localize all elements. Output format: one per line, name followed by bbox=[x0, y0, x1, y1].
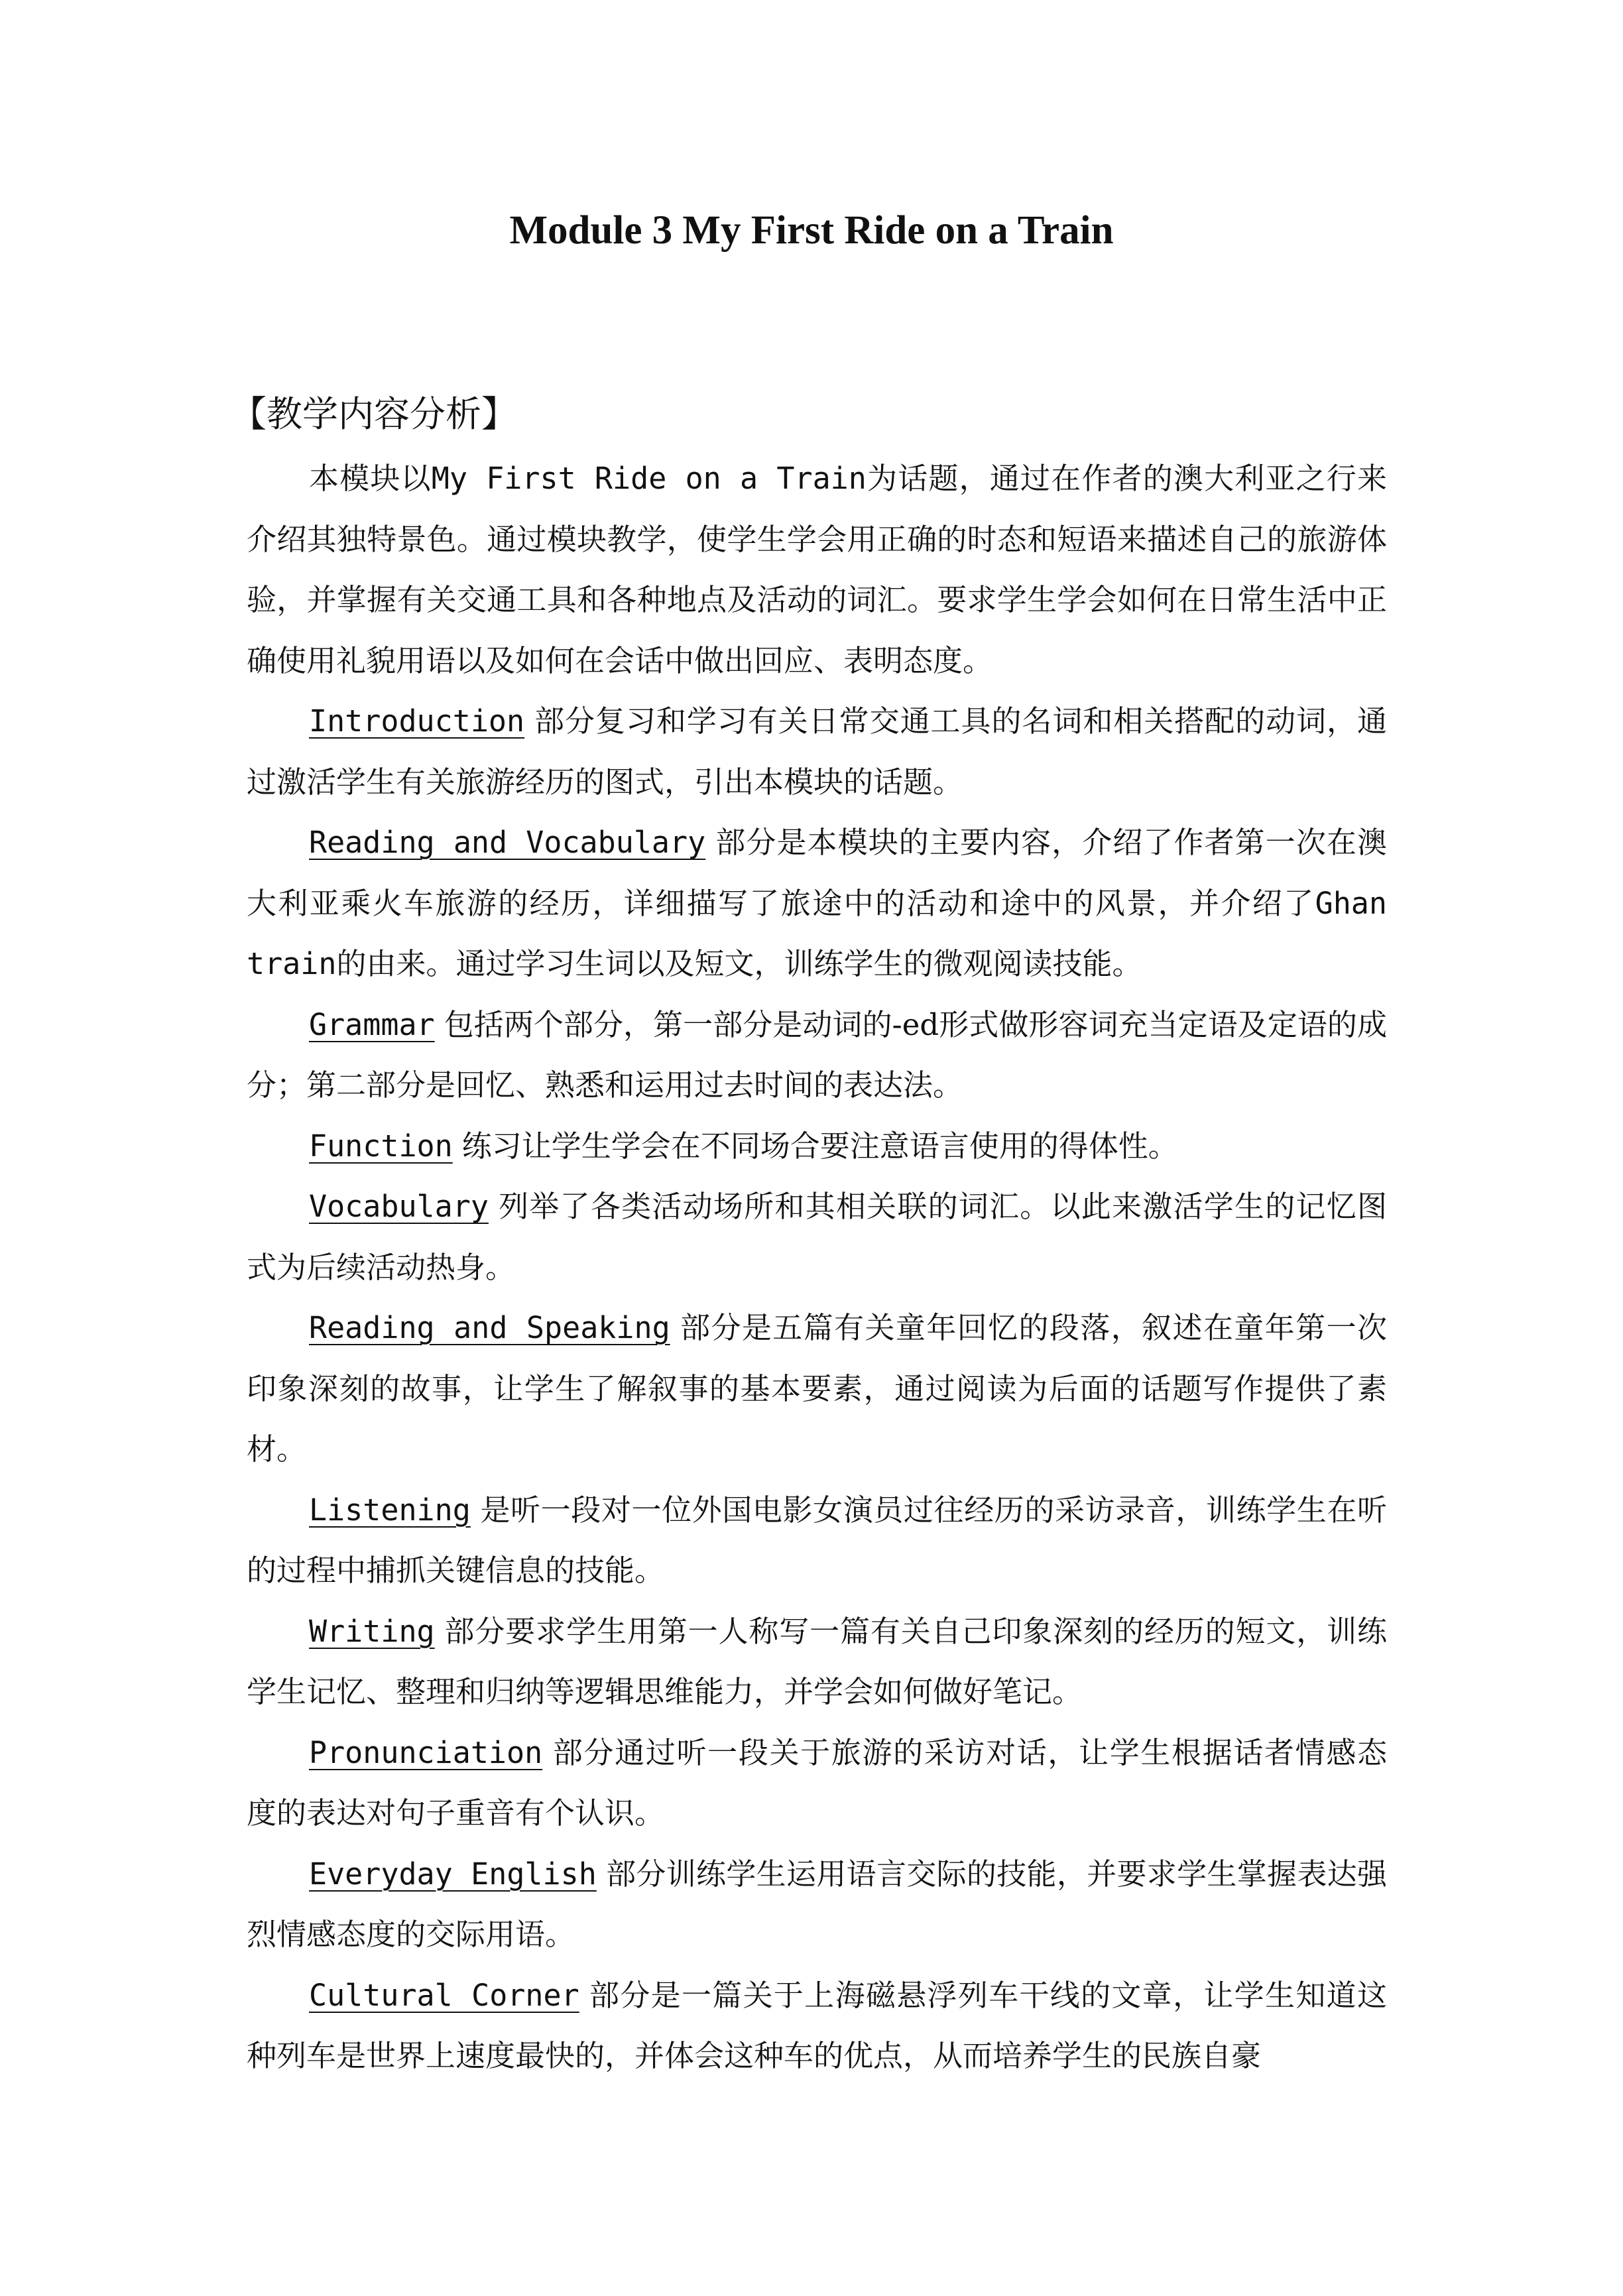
paragraph-listening bbox=[247, 1480, 1387, 1601]
paragraph-text: 部分是本模块的主要内容，介绍了作者第一次在澳大利亚乘火车旅游的经历，详细描写了旅途中的活动和途中的风景，并介绍了 bbox=[247, 825, 1387, 921]
paragraph-text: 列举了各类活动场所和其相关联的词汇。以此来激活学生的记忆图式为后续活动热身。 bbox=[247, 1189, 1387, 1285]
term-reading-and-speaking: Reading and Speaking bbox=[309, 1310, 670, 1345]
document-title: Module 3 My First Ride on a Train bbox=[509, 208, 1114, 253]
term-introduction: Introduction bbox=[309, 703, 525, 739]
paragraph-everyday-english bbox=[247, 1844, 1387, 1965]
paragraph-text: 部分要求学生用第一人称写一篇有关自己印象深刻的经历的短文，训练学生记忆、整理和归纳等逻辑思维能力，并学会如何做好笔记。 bbox=[247, 1613, 1387, 1709]
document-body bbox=[247, 448, 1387, 2086]
paragraph-introduction bbox=[247, 691, 1387, 812]
term-everyday-english: Everyday English bbox=[309, 1856, 597, 1892]
paragraph-function bbox=[247, 1116, 1387, 1177]
inline-ghan-train: Ghan train bbox=[247, 885, 1387, 981]
term-function: Function bbox=[309, 1128, 453, 1164]
paragraph-text-after: 的由来。通过学习生词以及短文，训练学生的微观阅读技能。 bbox=[336, 946, 1142, 981]
intro-paragraph bbox=[247, 448, 1387, 691]
paragraph-reading-and-vocabulary bbox=[247, 812, 1387, 995]
paragraph-reading-and-speaking bbox=[247, 1298, 1387, 1480]
paragraph-text: 是听一段对一位外国电影女演员过往经历的采访录音，训练学生在听的过程中捕抓关键信息的技能。 bbox=[247, 1492, 1387, 1588]
term-pronunciation: Pronunciation bbox=[309, 1734, 543, 1770]
term-grammar: Grammar bbox=[309, 1006, 435, 1042]
paragraph-grammar bbox=[247, 995, 1387, 1116]
intro-prefix: 本模块以 bbox=[309, 461, 432, 496]
paragraph-text: 练习让学生学会在不同场合要注意语言使用的得体性。 bbox=[461, 1128, 1178, 1164]
paragraph-text: 包括两个部分，第一部分是动词的-ed形式做形容词充当定语及定语的成分；第二部分是回忆、熟悉和运用过去时间的表达法。 bbox=[247, 1006, 1387, 1103]
paragraph-writing bbox=[247, 1601, 1387, 1722]
term-cultural-corner: Cultural Corner bbox=[309, 1977, 579, 2013]
paragraph-vocabulary bbox=[247, 1176, 1387, 1298]
term-listening: Listening bbox=[309, 1492, 471, 1528]
paragraph-text: 部分是一篇关于上海磁悬浮列车干线的文章，让学生知道这种列车是世界上速度最快的，并体会这种车的优点，从而培养学生的民族自豪 bbox=[247, 1977, 1387, 2073]
section-heading: 【教学内容分析】 bbox=[231, 393, 517, 435]
term-vocabulary: Vocabulary bbox=[309, 1189, 489, 1224]
paragraph-text: 部分通过听一段关于旅游的采访对话，让学生根据话者情感态度的表达对句子重音有个认识。 bbox=[247, 1734, 1387, 1831]
paragraph-pronunciation bbox=[247, 1722, 1387, 1844]
intro-text: 为话题，通过在作者的澳大利亚之行来介绍其独特景色。通过模块教学，使学生学会用正确的时态和短语来描述自己的旅游体验，并掌握有关交通工具和各种地点及活动的词汇。要求学生学会如何在日常生活中正确使用礼貌用语以及如何在会话中做出回应、表明态度。 bbox=[247, 461, 1387, 678]
paragraph-text: 部分训练学生运用语言交际的技能，并要求学生掌握表达强烈情感态度的交际用语。 bbox=[247, 1856, 1387, 1952]
paragraph-text: 部分复习和学习有关日常交通工具的名词和相关搭配的动词，通过激活学生有关旅游经历的图式，引出本模块的话题。 bbox=[247, 703, 1387, 800]
intro-topic: My First Ride on a Train bbox=[431, 461, 867, 496]
paragraph-text: 部分是五篇有关童年回忆的段落，叙述在童年第一次印象深刻的故事，让学生了解叙事的基本要素，通过阅读为后面的话题写作提供了素材。 bbox=[247, 1310, 1387, 1467]
term-reading-and-vocabulary: Reading and Vocabulary bbox=[309, 825, 706, 860]
paragraph-cultural-corner bbox=[247, 1965, 1387, 2086]
term-writing: Writing bbox=[309, 1613, 435, 1649]
